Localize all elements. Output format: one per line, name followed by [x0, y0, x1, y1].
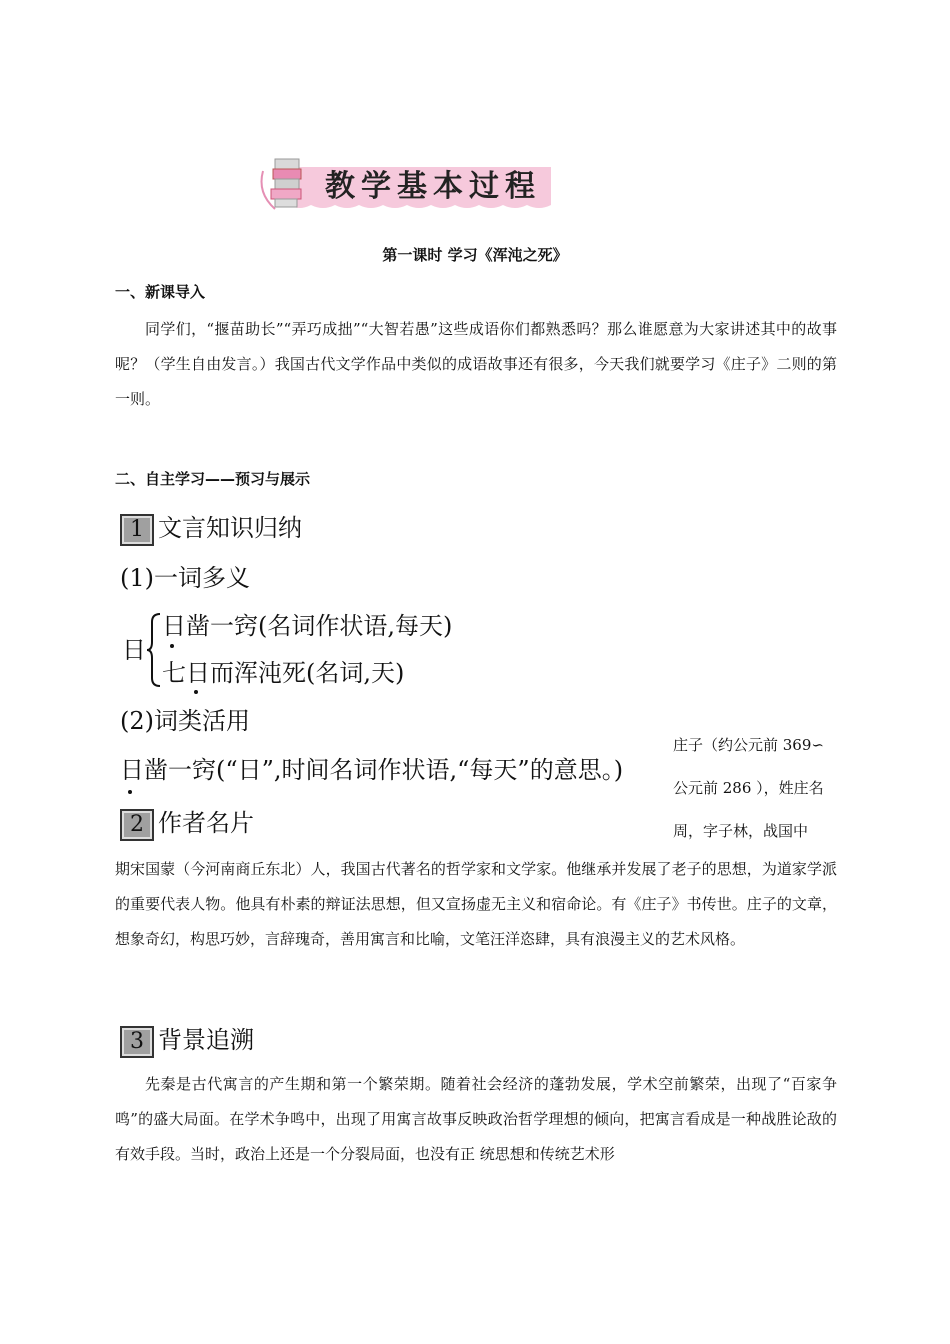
block2-paragraph: 期宋国蒙（今河南商丘东北）人，我国古代著名的哲学家和文学家。他继承并发展了老子的思想，为道家学派的重要代表人物。他具有朴素的辩证法思想，但又宣扬虚无主义和宿命论。有《庄子》书传世。庄子的文章，想象奇幻，构思巧妙，言辞瑰奇，善用寓言和比喻，文笔汪洋恣肆，具有浪漫主义的艺术风格。	[115, 860, 837, 948]
lesson-title: 第一课时 学习《浑沌之死》	[382, 246, 568, 264]
emphasis-dot	[194, 690, 198, 694]
section2-heading: 二、自主学习——预习与展示	[115, 470, 311, 488]
polysemy-item-1: 日凿一窍(名词作状语,每天)	[162, 612, 453, 640]
block2-number-badge: 2	[120, 809, 154, 841]
polysemy-item-2: 七日而浑沌死(名词,天)	[162, 659, 405, 687]
block2-header	[120, 805, 254, 841]
block1-sub2: (2)词类活用	[120, 707, 250, 735]
polysemy-word: 日	[122, 636, 146, 664]
section1-heading: 一、新课导入	[115, 283, 206, 301]
author-sidebar	[673, 724, 839, 853]
block3-title: 背景追溯	[158, 1026, 254, 1054]
block1-sub1: (1)一词多义	[120, 564, 250, 592]
block3-number-badge: 3	[120, 1026, 154, 1058]
block1-title: 文言知识归纳	[158, 514, 302, 542]
block1-header	[120, 510, 302, 546]
author-sidebar-line: 庄子（约公元前 369∽	[673, 736, 824, 754]
block1-number-badge: 1	[120, 514, 154, 546]
author-sidebar-line: 周，字子林，战国中	[673, 822, 809, 840]
banner-title: 教学基本过程	[325, 169, 541, 204]
block3-header	[120, 1022, 254, 1058]
emphasis-dot	[128, 790, 132, 794]
block2-title: 作者名片	[158, 809, 254, 837]
section1-paragraph: 同学们，“揠苗助长”“弄巧成拙”“大智若愚”这些成语你们都熟悉吗？那么谁愿意为大家讲述其中的故事呢？（学生自由发言。）我国古代文学作品中类似的成语故事还有很多，今天我们就要学习《庄子》二则的第一则。	[115, 320, 837, 408]
block3-paragraph: 先秦是古代寓言的产生期和第一个繁荣期。随着社会经济的蓬勃发展，学术空前繁荣，出现了“百家争鸣”的盛大局面。在学术争鸣中，出现了用寓言故事反映政治哲学理想的倾向，把寓言看成是一种战胜论敌的 有效手段。当时，政治上还是一个分裂局面，也没有正 统思想和传统艺术形	[115, 1075, 837, 1163]
curly-brace-icon	[146, 612, 162, 688]
emphasis-dot	[170, 644, 174, 648]
usage-line: 日凿一窍(“日”,时间名词作状语,“每天”的意思。)	[120, 756, 624, 784]
section-banner	[255, 153, 555, 215]
author-sidebar-line: 公元前 286 ），姓庄名	[673, 779, 824, 797]
